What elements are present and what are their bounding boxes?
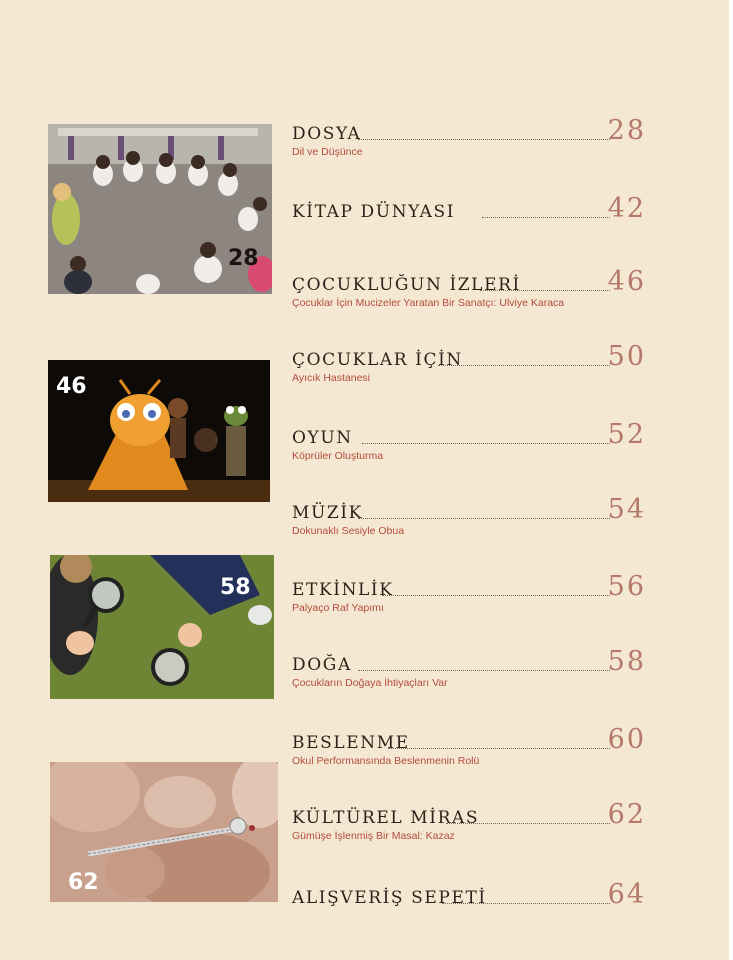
toc-entry-kitap-dunyasi[interactable]: [290, 193, 650, 252]
toc-entry-subtitle: Köprüler Oluşturma: [292, 450, 384, 462]
toc-entry-title: DOĞA: [292, 655, 352, 675]
toc-entry-doga[interactable]: [290, 646, 650, 705]
photo-page-number: 62: [68, 870, 99, 895]
photo-classroom: [48, 124, 272, 294]
toc-entry-page: 60: [607, 724, 646, 755]
toc-entry-subtitle: Çocukların Doğaya İhtiyaçları Var: [292, 677, 448, 689]
toc-entry-page: 28: [607, 115, 646, 146]
toc-entry-subtitle: Dokunaklı Sesiyle Obua: [292, 525, 405, 537]
toc-entry-title: ÇOCUKLUĞUN İZLERİ: [292, 275, 521, 295]
toc-entry-subtitle: Dil ve Düşünce: [292, 146, 363, 158]
leader-dots: [358, 670, 610, 671]
toc-entry-title: MÜZİK: [292, 503, 363, 523]
photo-page-number: 28: [228, 246, 259, 271]
toc-entry-subtitle: Okul Performansında Beslenmenin Rolü: [292, 755, 480, 767]
leader-dots: [382, 595, 610, 596]
toc-entry-title: ALIŞVERİŞ SEPETİ: [292, 888, 487, 908]
toc-entry-dosya[interactable]: [290, 115, 650, 174]
toc-entry-title: DOSYA: [292, 124, 362, 144]
toc-entry-subtitle: Gümüşe İşlenmiş Bir Masal: Kazaz: [292, 830, 455, 842]
toc-entry-page: 62: [607, 799, 646, 830]
toc-entry-title: BESLENME: [292, 733, 410, 753]
toc-entry-page: 54: [607, 494, 646, 525]
leader-dots: [442, 903, 610, 904]
toc-entry-page: 50: [607, 341, 646, 372]
toc-entry-page: 52: [607, 419, 646, 450]
leader-dots: [358, 139, 610, 140]
leader-dots: [388, 748, 610, 749]
toc-entry-page: 64: [607, 879, 646, 910]
toc-entry-cocuklar-icin[interactable]: [290, 341, 650, 400]
leader-dots: [362, 443, 610, 444]
toc-entry-subtitle: Ayıcık Hastanesi: [292, 372, 371, 384]
leader-dots: [480, 290, 610, 291]
toc-entry-title: ETKİNLİK: [292, 580, 394, 600]
toc-entry-page: 56: [607, 571, 646, 602]
toc-entry-title: KİTAP DÜNYASI: [292, 202, 456, 222]
toc-entry-page: 58: [607, 646, 646, 677]
toc-entry-title: OYUN: [292, 428, 353, 448]
toc-entry-muzik[interactable]: [290, 494, 650, 553]
toc-entry-alisveris-sepeti[interactable]: [290, 879, 650, 938]
toc-entry-kulturel-miras[interactable]: [290, 799, 650, 858]
photo-page-number: 46: [56, 374, 87, 399]
page-edge: [729, 0, 733, 960]
photo-puppets: [48, 360, 270, 502]
toc-entry-subtitle: Palyaço Raf Yapımı: [292, 602, 384, 614]
toc-entry-subtitle: Çocuklar İçin Mucizeler Yaratan Bir Sanatçı: Ulviye Karaca: [292, 297, 565, 309]
toc-entry-cocuklugun-izleri[interactable]: [290, 266, 650, 325]
toc-entry-etkinlik[interactable]: [290, 571, 650, 630]
toc-entry-title: KÜLTÜREL MİRAS: [292, 808, 480, 828]
leader-dots: [438, 365, 610, 366]
toc-entry-oyun[interactable]: [290, 419, 650, 478]
photo-page-number: 58: [220, 575, 251, 600]
leader-dots: [482, 217, 610, 218]
photo-silver-jewelry: [50, 762, 278, 902]
toc-entry-page: 46: [607, 266, 646, 297]
photo-magnifiers: [50, 555, 274, 699]
toc-entry-page: 42: [607, 193, 646, 224]
leader-dots: [358, 518, 610, 519]
toc-entry-title: ÇOCUKLAR İÇİN: [292, 350, 463, 370]
toc-entry-beslenme[interactable]: [290, 724, 650, 783]
leader-dots: [446, 823, 610, 824]
